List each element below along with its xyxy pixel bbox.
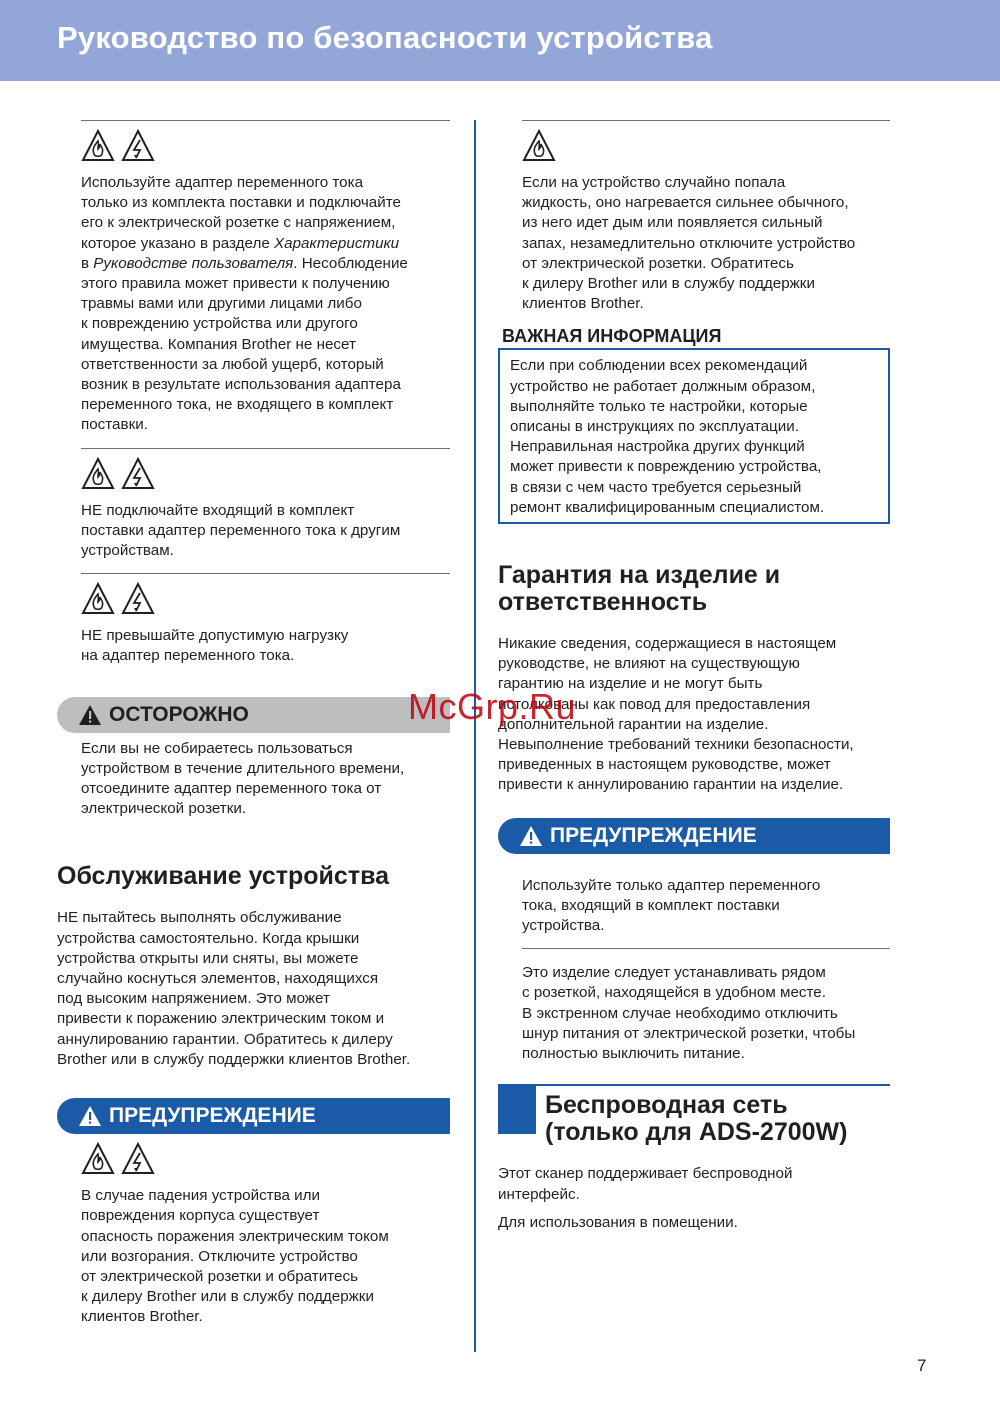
fire-hazard-icon — [81, 457, 115, 491]
page-number: 7 — [917, 1356, 927, 1375]
warning-banner-right — [498, 818, 890, 854]
fire-hazard-icon — [81, 129, 115, 163]
column-divider — [474, 120, 476, 1352]
safety-text-load-limit: НЕ превышайте допустимую нагрузку на адаптер переменного тока. — [81, 627, 349, 665]
important-info — [498, 326, 890, 524]
important-box — [498, 348, 890, 524]
page-header — [0, 0, 1000, 81]
warranty-heading: Гарантия на изделие и ответственность — [498, 561, 781, 617]
warning-item-socket — [522, 948, 890, 1064]
wireless-accent-bar — [498, 1086, 536, 1134]
electric-shock-icon — [121, 1142, 155, 1176]
maintenance-heading: Обслуживание устройства — [57, 862, 390, 891]
caution-label: ОСТОРОЖНО — [109, 702, 249, 726]
right-column — [498, 120, 890, 1245]
left-column — [57, 120, 450, 1340]
hazard-icons — [81, 574, 450, 618]
warning-triangle-icon — [520, 826, 542, 846]
hazard-icons — [522, 121, 890, 165]
electric-shock-icon — [121, 457, 155, 491]
fire-hazard-icon — [81, 1142, 115, 1176]
important-title: ВАЖНАЯ ИНФОРМАЦИЯ — [502, 326, 727, 346]
hazard-icons — [81, 121, 450, 165]
maintenance-text: НЕ пытайтесь выполнять обслуживание устройства самостоятельно. Когда крышки устройства открыты или сняты, вы можете случайно коснуться элементов, находящихся под высоким напряжением. Это может привести к поражению электрическим током и аннулированию гарантии. Обратитесь к дилеру Brother или в службу поддержки клиентов Brother. — [57, 909, 411, 1068]
warning-item — [81, 1134, 450, 1327]
watermark: McGrp.Ru — [408, 686, 577, 727]
important-text: Если при соблюдении всех рекомендаций устройство не работает должным образом, выполняйте только те настройки, которые описаны в инструкциях по эксплуатации. Неправильная настройка других функций может привести к повреждению устройства, в связи с чем часто требуется серьезный ремонт квалифицированным специалистом. — [510, 357, 825, 516]
wireless-text-interface: Этот сканер поддерживает беспроводной интерфейс. — [498, 1165, 793, 1203]
wireless-heading-block — [498, 1084, 890, 1147]
fire-hazard-icon — [81, 582, 115, 616]
safety-item-no-other-devices — [81, 448, 450, 562]
warning-triangle-icon — [79, 1106, 101, 1126]
hazard-icons — [81, 449, 450, 493]
safety-text-liquid: Если на устройство случайно попала жидкость, оно нагревается сильнее обычного, из него идет дым или появляется сильный запах, незамедлительно отключите устройство от электрической розетки. Обратитесь к дилеру Brother или в службу поддержки клиентов Brother. — [522, 174, 856, 313]
warning-text: В случае падения устройства или повреждения корпуса существует опасность поражения электрическим током или возгорания. Отключите устройство от электрической розетки и обратитесь к дилеру Brother или в службу поддержки клиентов Brother. — [81, 1187, 389, 1326]
warning-item-adapter — [522, 876, 890, 937]
hazard-icons — [81, 1134, 450, 1178]
warranty-text: Никакие сведения, содержащиеся в настоящем руководстве, не влияют на существующую гарантию на изделие и не могут быть истолкованы как повод для предоставления дополнительной гарантии на изделие. Невыполнение требований техники безопасности, приведенных в настоящем руководстве, может привести к аннулированию гарантии на изделие. — [498, 635, 854, 794]
wireless-heading: Беспроводная сеть (только для ADS-2700W) — [545, 1091, 848, 1147]
safety-item-liquid — [522, 120, 890, 314]
warning-label: ПРЕДУПРЕЖДЕНИЕ — [550, 823, 757, 847]
fire-hazard-icon — [522, 129, 556, 163]
important-title-row — [498, 326, 890, 348]
page-title: Руководство по безопасности устройства — [57, 20, 713, 55]
caution-text: Если вы не собираетесь пользоваться устройством в течение длительного времени, отсоедините адаптер переменного тока от электрической розетки. — [81, 739, 405, 818]
warning-text-socket: Это изделие следует устанавливать рядом с розеткой, находящейся в удобном месте. В экстренном случае необходимо отключить шнур питания от электрической розетки, чтобы полностью выключить питание. — [522, 964, 856, 1063]
safety-text-no-other-devices: НЕ подключайте входящий в комплект поставки адаптер переменного тока к другим устройствам. — [81, 501, 401, 560]
safety-item-power-adapter — [81, 120, 450, 436]
warning-label: ПРЕДУПРЕЖДЕНИЕ — [109, 1104, 316, 1128]
wireless-text-indoor: Для использования в помещении. — [498, 1213, 738, 1231]
warning-text-adapter: Используйте только адаптер переменного тока, входящий в комплект поставки устройства. — [522, 876, 821, 935]
safety-text-power-adapter: Используйте адаптер переменного тока только из комплекта поставки и подключайте его к электрической розетке с напряжением, которое указано в разделе Характеристики в Руководстве пользователя. Несоблюдение этого правила может привести к получению травмы вами или другими лицами либо к повреждению устройства или другого имущества. Компания Brother не несет ответственности за любой ущерб, который возник в результате использования адаптера переменного тока, не входящего в комплект поставки. — [81, 174, 408, 434]
electric-shock-icon — [121, 582, 155, 616]
warning-banner — [57, 1098, 450, 1134]
electric-shock-icon — [121, 129, 155, 163]
safety-item-load-limit — [81, 573, 450, 666]
warning-triangle-icon — [79, 705, 101, 725]
caution-banner — [57, 697, 450, 733]
